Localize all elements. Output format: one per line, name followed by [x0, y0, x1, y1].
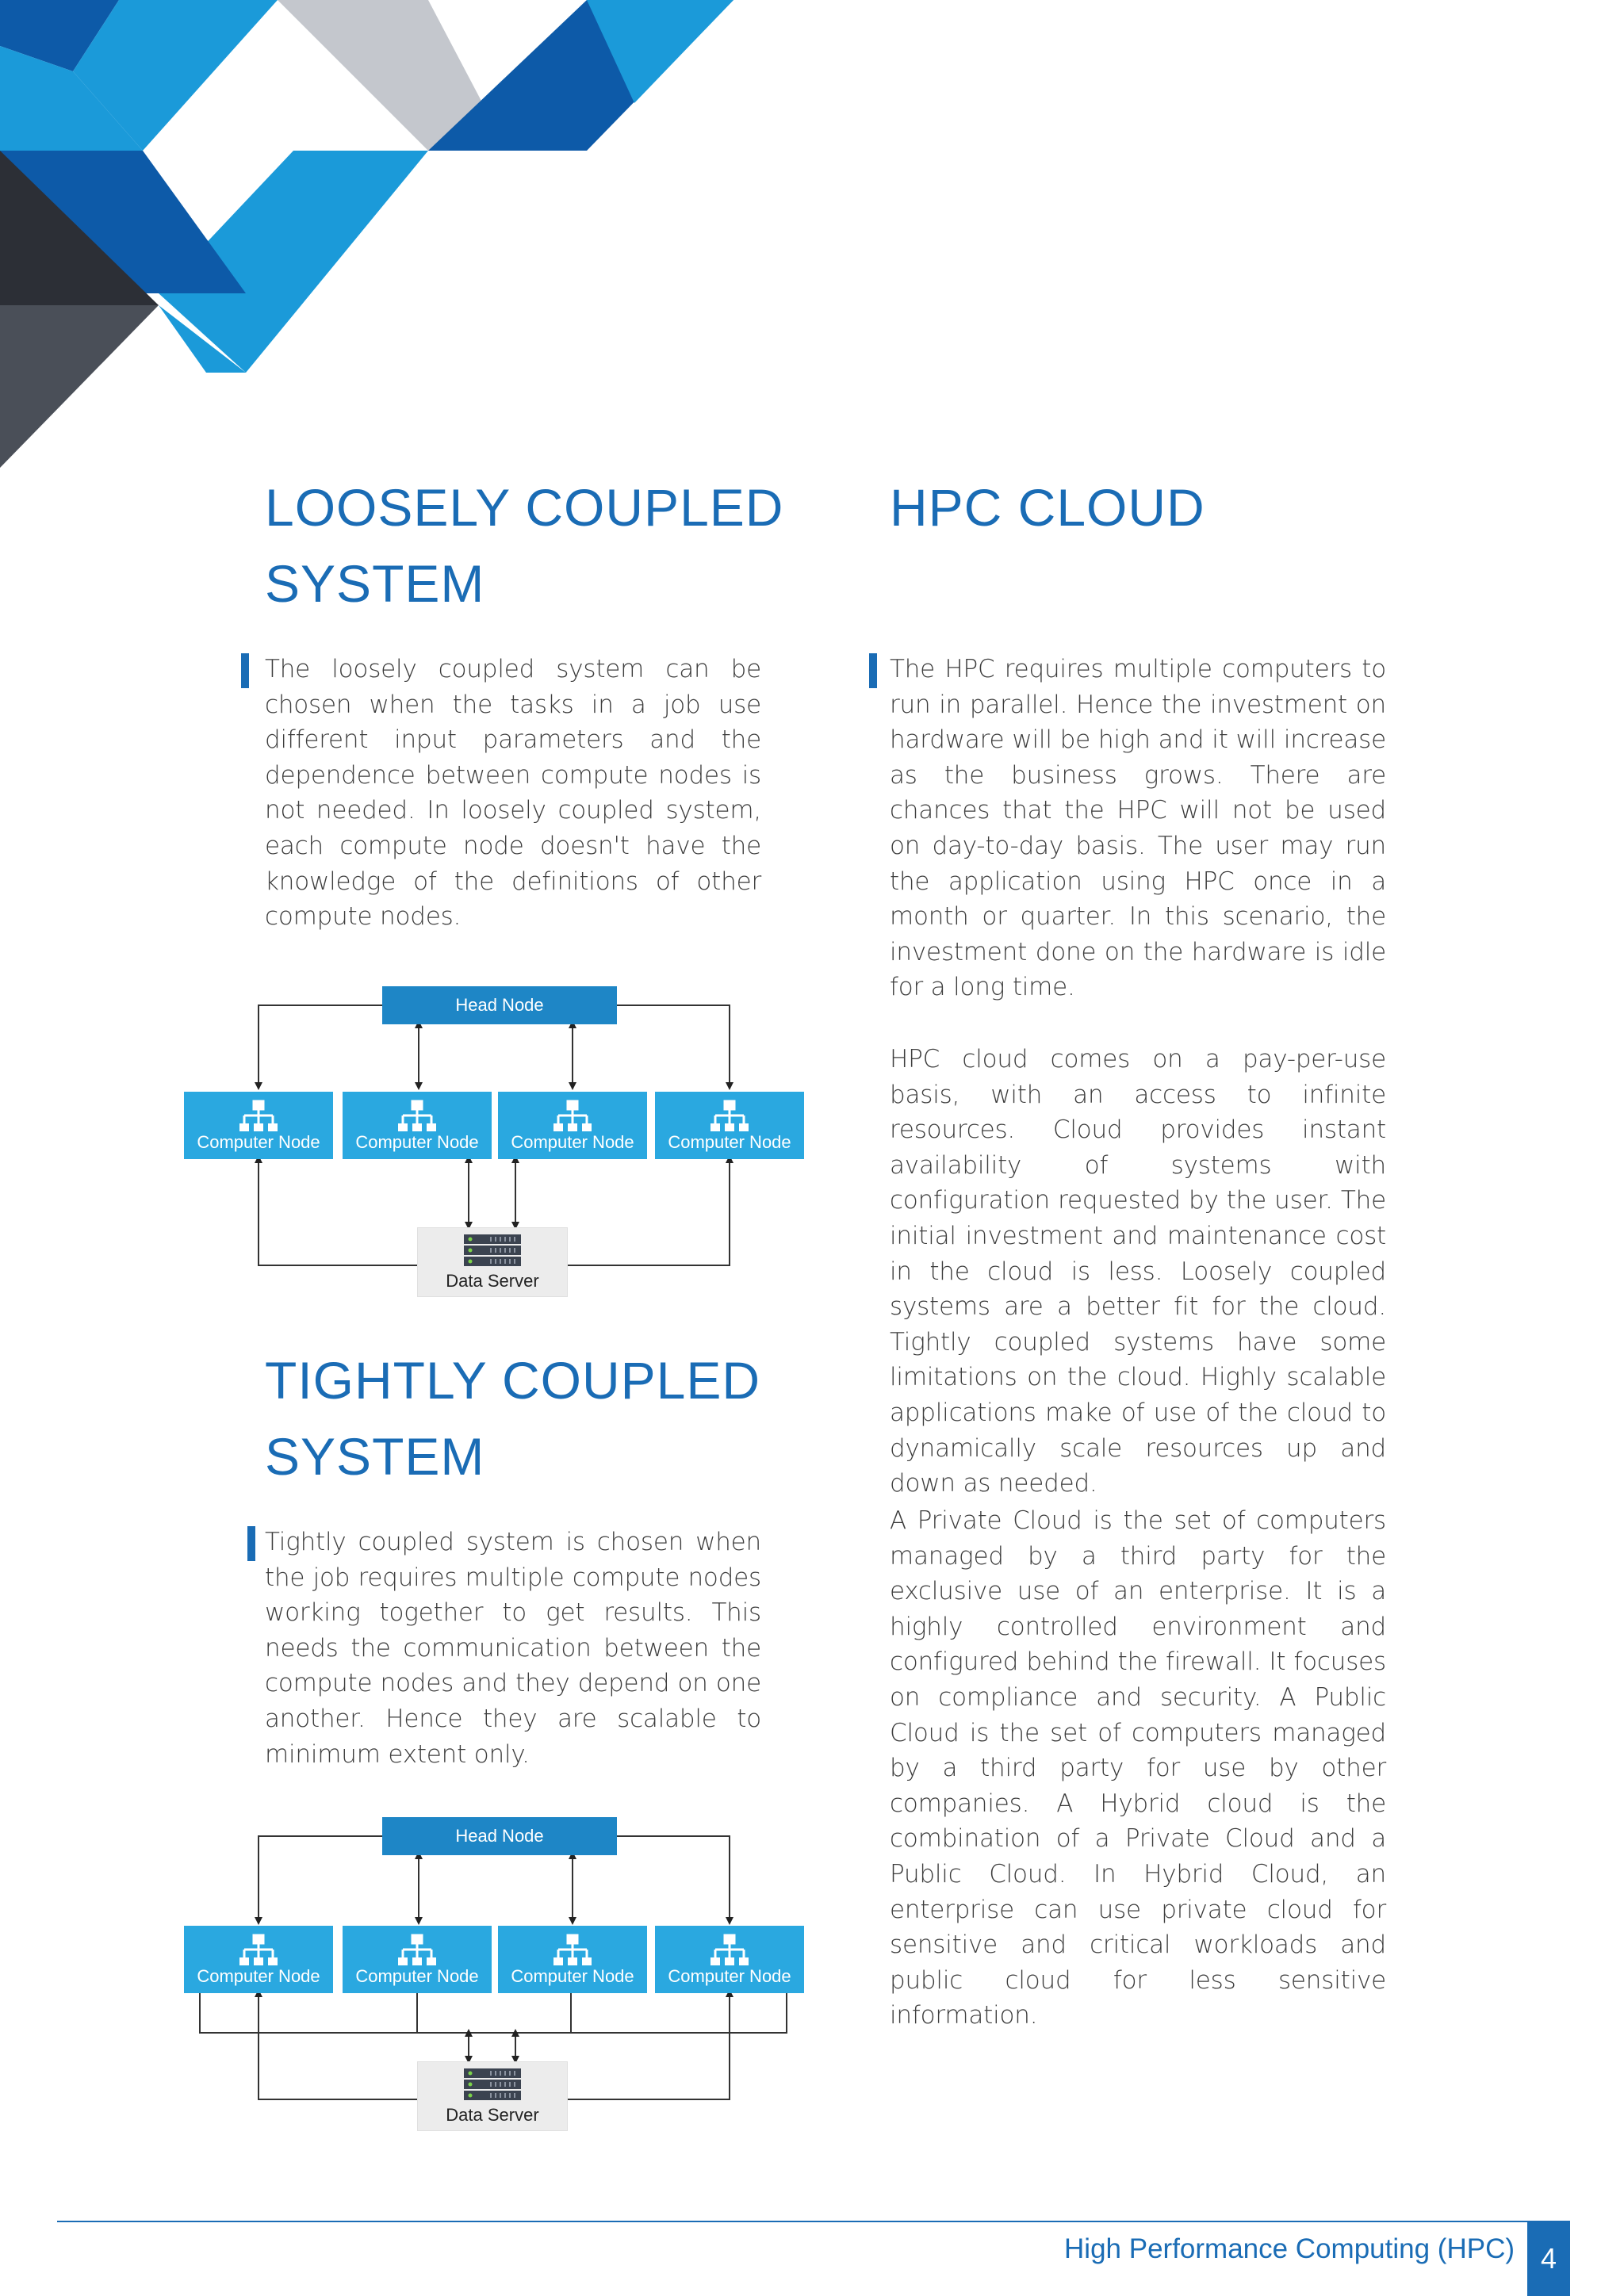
data-server — [417, 1227, 568, 1297]
accent-bar — [247, 1526, 255, 1561]
accent-bar — [241, 653, 249, 688]
computer-node-label: Computer Node — [355, 1132, 479, 1152]
loosely-coupled-title-line1: LOOSELY COUPLED — [265, 478, 784, 537]
loosely-coupled-diagram — [182, 983, 809, 1297]
tightly-coupled-diagram — [182, 1814, 809, 2131]
loosely-coupled-title — [265, 469, 783, 622]
server-icon — [462, 2067, 523, 2102]
network-icon — [238, 1934, 279, 1969]
computer-node-2 — [343, 1926, 492, 1993]
hpc-cloud-paragraph-2: HPC cloud comes on a pay-per-use basis, with an access to infinite resources. Cloud provides instant availability of systems with configuration requested by the user. The initial investment and maintenance cost in the cloud is less. Loosely coupled systems are a better fit for the cloud. Tightly coupled systems have some limitations on the cloud. Highly scalable applications make of use of the cloud to dynamically scale resources up and down as needed. — [890, 1045, 1386, 1498]
computer-node-label: Computer Node — [197, 1132, 320, 1152]
footer-divider — [57, 2221, 1570, 2222]
computer-node-label: Computer Node — [197, 1966, 320, 1986]
network-icon — [709, 1100, 750, 1135]
computer-node-3 — [498, 1092, 647, 1159]
hpc-cloud-title: HPC CLOUD — [890, 478, 1205, 537]
data-server-label: Data Server — [446, 2105, 539, 2125]
head-node: Head Node — [382, 986, 617, 1024]
computer-node-label: Computer Node — [355, 1966, 479, 1986]
network-icon — [396, 1934, 438, 1969]
network-icon — [238, 1100, 279, 1135]
tightly-coupled-body: Tightly coupled system is chosen when the job requires multiple compute nodes working together to get results. This needs the communication between the compute nodes and they depend on one another. Hence they are scalable to minimum extent only. — [265, 1528, 761, 1769]
network-icon — [709, 1934, 750, 1969]
footer-title: High Performance Computing (HPC) — [1064, 2233, 1515, 2264]
computer-node-label: Computer Node — [511, 1132, 634, 1152]
computer-node-label: Computer Node — [668, 1966, 791, 1986]
hpc-cloud-paragraph-1: The HPC requires multiple computers to run in parallel. Hence the investment on hardware will be high and it will increase as the business grows. There are chances that the HPC will not be used on day-to-day basis. The user may run the application using HPC once in a month or quarter. In this scenario, the investment done on the hardware is idle for a long time. — [890, 655, 1386, 1002]
page-number: 4 — [1527, 2221, 1570, 2296]
data-server-label: Data Server — [446, 1271, 539, 1291]
tightly-coupled-title-line1: TIGHTLY COUPLED — [265, 1351, 761, 1410]
computer-node-4 — [655, 1926, 804, 1993]
computer-node-1 — [184, 1926, 333, 1993]
header-decoration — [0, 0, 745, 476]
computer-node-1 — [184, 1092, 333, 1159]
loosely-coupled-title-line2: SYSTEM — [265, 554, 485, 613]
network-icon — [552, 1100, 593, 1135]
computer-node-2 — [343, 1092, 492, 1159]
loosely-coupled-body: The loosely coupled system can be chosen when the tasks in a job use different input parameters and the dependence between compute nodes is not needed. In loosely coupled system, each compute node doesn't have the knowledge of the definitions of other compute nodes. — [265, 655, 761, 932]
computer-node-label: Computer Node — [511, 1966, 634, 1986]
computer-node-label: Computer Node — [668, 1132, 791, 1152]
hpc-cloud-paragraph-3: A Private Cloud is the set of computers managed by a third party for the exclusive use of an enterprise. It is a highly controlled environment and configured behind the firewall. It focuses on compliance and security. A Public Cloud is the set of computers managed by a third party for use by other companies. A Hybrid cloud is the combination of a Private Cloud and a Public Cloud. In Hybrid Cloud, an enterprise can use private cloud for sensitive and critical workloads and public cloud for less sensitive information. — [890, 1506, 1386, 2030]
network-icon — [396, 1100, 438, 1135]
server-icon — [462, 1233, 523, 1268]
computer-node-3 — [498, 1926, 647, 1993]
tightly-coupled-title-line2: SYSTEM — [265, 1427, 485, 1486]
computer-node-4 — [655, 1092, 804, 1159]
data-server — [417, 2061, 568, 2131]
accent-bar — [869, 653, 877, 688]
network-icon — [552, 1934, 593, 1969]
tightly-coupled-title — [265, 1342, 760, 1494]
head-node: Head Node — [382, 1817, 617, 1855]
